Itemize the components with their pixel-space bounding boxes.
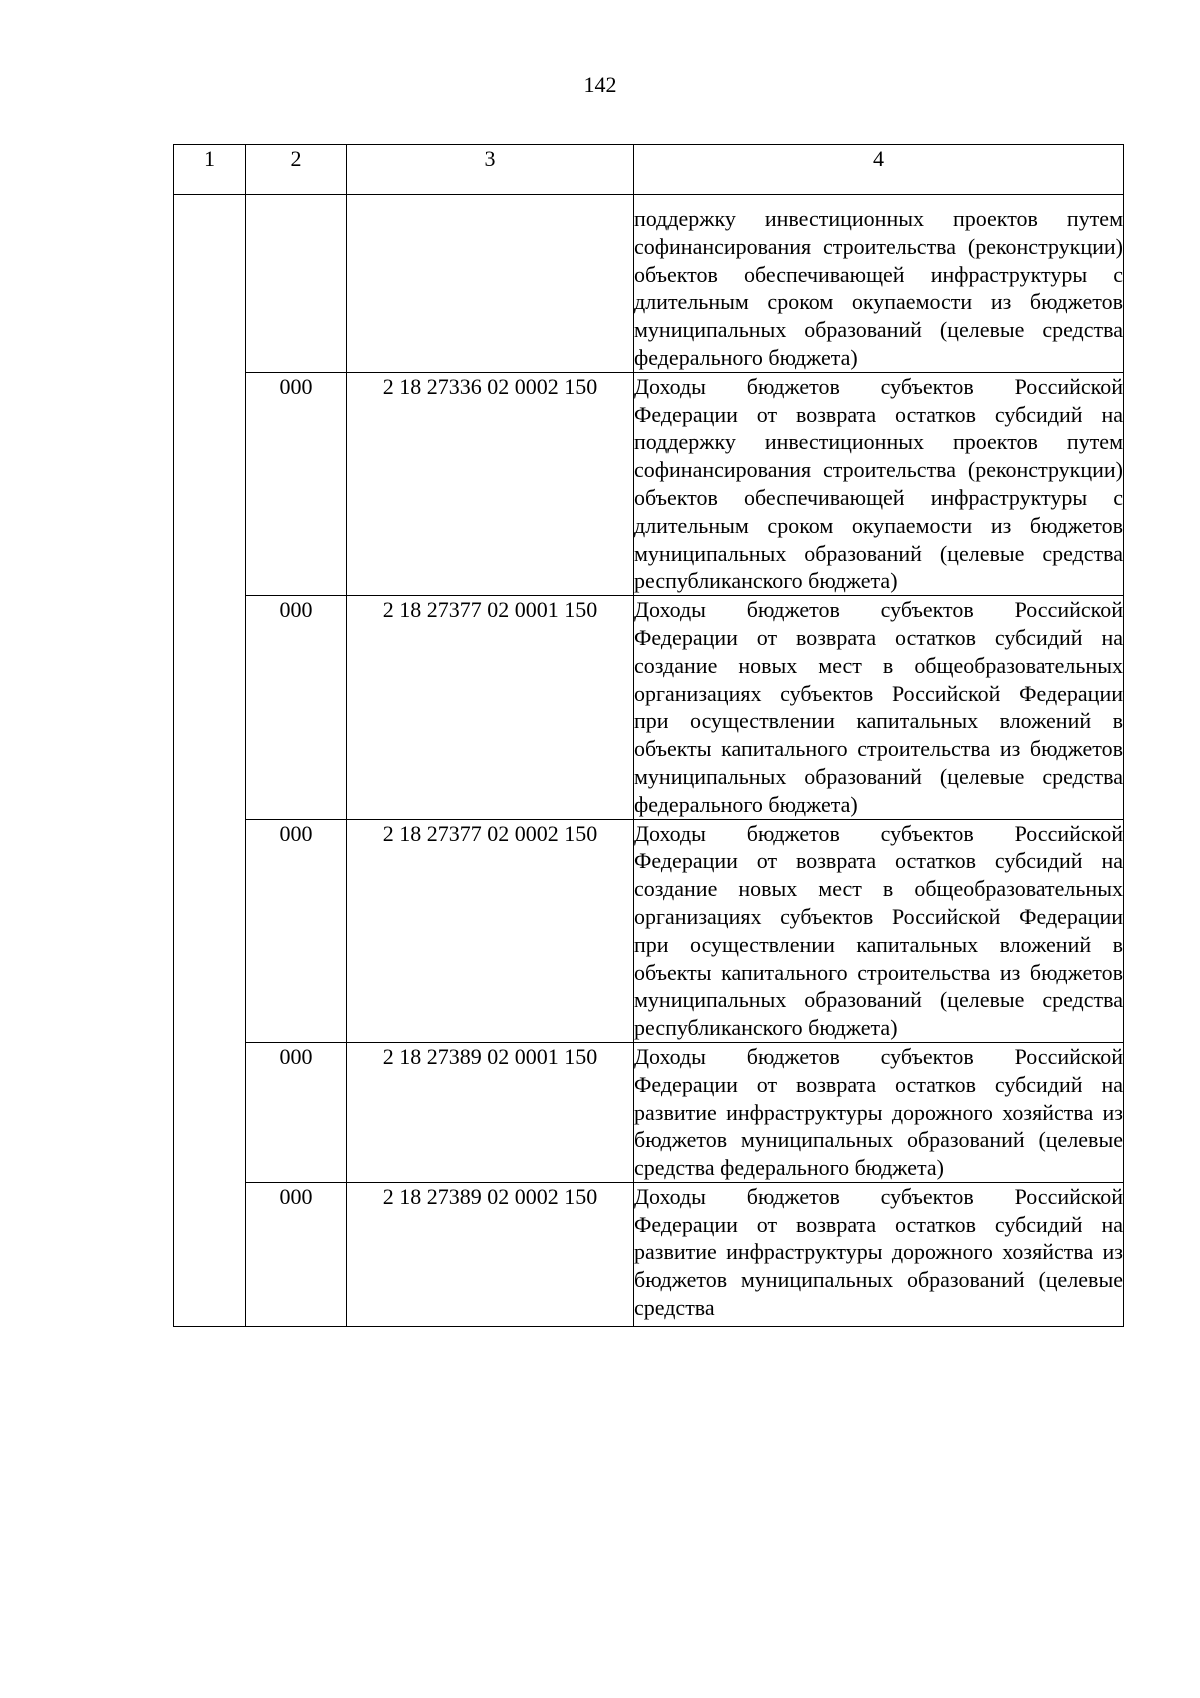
table-row [174,1042,1124,1182]
header-col-4: 4 [634,145,1124,195]
admin-code-cell: 000 [246,1042,347,1182]
budget-code-cell [347,195,634,373]
table-row [174,195,1124,373]
admin-code-cell: 000 [246,372,347,595]
description-cell: Доходы бюджетов субъектов Российской Федерации от возврата остатков субсидий на создание новых мест в общеобразовательных организациях субъектов Российской Федерации при осуществлении капитальных вложений в объекты капитального строительства из бюджетов муниципальных образований (целевые средства республиканского бюджета) [634,819,1124,1042]
description-cell: Доходы бюджетов субъектов Российской Федерации от возврата остатков субсидий на развитие инфраструктуры дорожного хозяйства из бюджетов муниципальных образований (целевые средства [634,1182,1124,1326]
table-row [174,372,1124,595]
description-cell: поддержку инвестиционных проектов путем софинансирования строительства (реконструкции) объектов обеспечивающей инфраструктуры с длительным сроком окупаемости из бюджетов муниципальных образований (целевые средства федерального бюджета) [634,195,1124,373]
table-header-row [174,145,1124,195]
budget-code-cell: 2 18 27336 02 0002 150 [347,372,634,595]
header-col-2: 2 [246,145,347,195]
table-row [174,819,1124,1042]
admin-code-cell: 000 [246,819,347,1042]
cell-col-1 [174,195,246,1327]
page-number: 142 [583,72,617,97]
budget-codes-table [173,144,1124,1327]
table-row [174,1182,1124,1326]
description-cell: Доходы бюджетов субъектов Российской Федерации от возврата остатков субсидий на развитие инфраструктуры дорожного хозяйства из бюджетов муниципальных образований (целевые средства федерального бюджета) [634,1042,1124,1182]
admin-code-cell: 000 [246,1182,347,1326]
admin-code-cell: 000 [246,596,347,819]
header-col-1: 1 [174,145,246,195]
budget-code-cell: 2 18 27389 02 0002 150 [347,1182,634,1326]
budget-code-cell: 2 18 27377 02 0001 150 [347,596,634,819]
table-row [174,596,1124,819]
description-cell: Доходы бюджетов субъектов Российской Федерации от возврата остатков субсидий на поддержку инвестиционных проектов путем софинансирования строительства (реконструкции) объектов обеспечивающей инфраструктуры с длительным сроком окупаемости из бюджетов муниципальных образований (целевые средства республиканского бюджета) [634,372,1124,595]
budget-code-cell: 2 18 27389 02 0001 150 [347,1042,634,1182]
budget-code-cell: 2 18 27377 02 0002 150 [347,819,634,1042]
admin-code-cell [246,195,347,373]
header-col-3: 3 [347,145,634,195]
description-cell: Доходы бюджетов субъектов Российской Федерации от возврата остатков субсидий на создание новых мест в общеобразовательных организациях субъектов Российской Федерации при осуществлении капитальных вложений в объекты капитального строительства из бюджетов муниципальных образований (целевые средства федерального бюджета) [634,596,1124,819]
